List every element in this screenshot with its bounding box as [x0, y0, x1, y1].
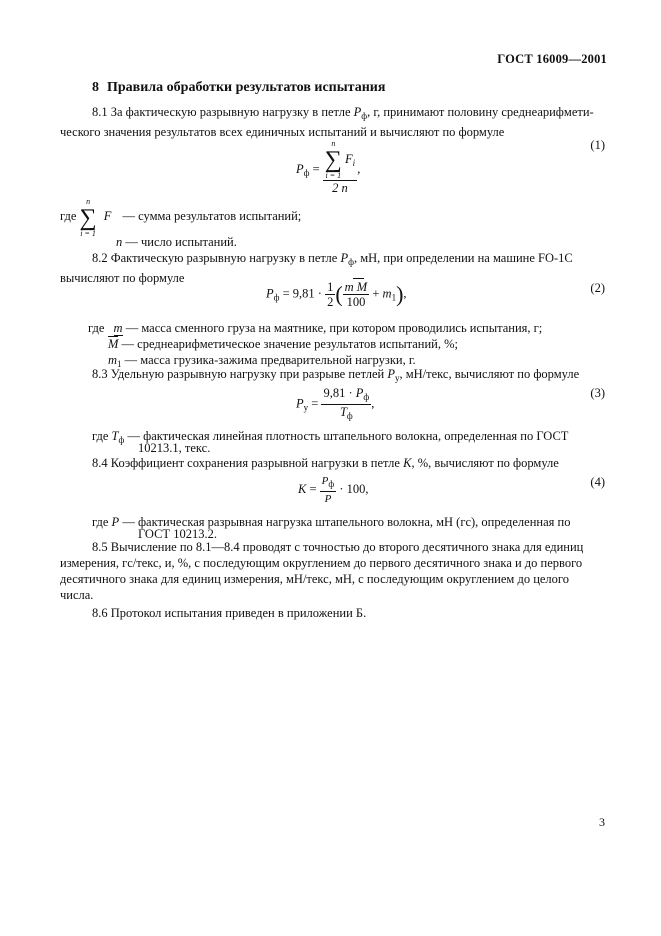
text: Удельную разрывную нагрузку при разрыве петлей: [110, 367, 385, 381]
text: измерения, гс/текс, и, %, с последующим округлением до первого десятичного знака и до первого: [60, 556, 583, 570]
numerator-symbol: P: [355, 386, 364, 400]
paragraph-8-5: [60, 539, 605, 603]
text: , %, вычисляют по формуле: [411, 456, 559, 470]
equation-number: (3): [590, 386, 605, 400]
where-lead: где: [60, 209, 77, 223]
fraction: [320, 474, 337, 506]
equation-number: (4): [590, 475, 605, 489]
denominator: [321, 405, 371, 423]
clause-number: 8.3: [92, 367, 108, 381]
symbol: P: [353, 105, 362, 119]
formula-lhs: K: [298, 481, 307, 496]
sum-sign: ∑: [324, 147, 342, 173]
formula-lhs: P: [296, 396, 304, 411]
document-code: ГОСТ 16009—2001: [497, 52, 607, 66]
right-paren: ): [396, 281, 404, 307]
formula-1: [296, 140, 360, 196]
symbol: P: [387, 367, 395, 381]
where-m: [88, 320, 542, 336]
clause-number: 8.4: [92, 456, 108, 470]
sum-upper: n: [331, 139, 336, 148]
symbol-subscript: y: [394, 373, 400, 383]
numerator: [321, 386, 371, 405]
numerator: 1: [327, 280, 334, 294]
clause-number: 8.6: [92, 606, 108, 620]
definition: — сумма результатов испытаний;: [122, 209, 302, 223]
text: Вычисление по 8.1—8.4 проводят с точностью до второго десятичного знака для единиц: [110, 540, 584, 554]
symbol: M: [108, 337, 119, 351]
numerator: [320, 474, 337, 492]
definition: — фактическая разрывная нагрузка штапельного волокна, мН (гс), определенная по: [122, 515, 571, 529]
numerator-text: m M: [344, 280, 368, 294]
numerator: [323, 140, 357, 181]
symbol: m: [108, 353, 118, 367]
where-sum: [60, 198, 301, 238]
numerator-subscript: ф: [363, 392, 370, 402]
formula-2: [266, 280, 407, 309]
symbol-subscript: 1: [117, 359, 122, 369]
sum-lower: i = 1: [325, 171, 342, 180]
where-T-cont: 10213.1, текс.: [138, 441, 211, 455]
symbol: K: [403, 456, 412, 470]
page-number: 3: [599, 815, 605, 829]
symbol: n: [116, 235, 123, 249]
definition: — число испытаний.: [125, 235, 237, 249]
where-M: [108, 336, 458, 352]
trailing-comma: ,: [403, 286, 407, 301]
denominator: 100: [346, 295, 366, 309]
equals-sign: =: [312, 162, 320, 176]
fraction: [323, 140, 357, 196]
symbol: P: [340, 251, 349, 265]
text: Фактическую разрывную нагрузку в петле: [110, 251, 338, 265]
coefficient: = 9,81 ·: [282, 286, 322, 301]
term: F: [103, 209, 112, 223]
equation-number: (1): [590, 138, 605, 152]
numerator-text: 9,81 ·: [323, 386, 353, 400]
text: вычисляют по формуле: [60, 271, 185, 285]
where-P-cont: ГОСТ 10213.2.: [138, 527, 217, 541]
definition: — фактическая линейная плотность штапельного волокна, определенная по ГОСТ: [127, 429, 569, 443]
paragraph-8-1: [60, 104, 605, 140]
symbol-subscript: ф: [118, 435, 125, 445]
where-lead: где: [88, 321, 105, 335]
formula-3: [296, 386, 374, 423]
numerator: [343, 280, 370, 295]
text: числа.: [60, 588, 94, 602]
section-heading: [92, 80, 385, 96]
m1-subscript: 1: [391, 292, 397, 303]
text: десятичного знака для единиц измерения, мН/текс, мН, с последующим округлением до целого: [60, 572, 569, 586]
paragraph-8-3: [92, 366, 579, 386]
sum-sign: ∑: [79, 205, 97, 231]
multiplier: · 100,: [339, 481, 369, 496]
section-title: Правила обработки результатов испытания: [107, 80, 386, 95]
text: , мН/текс, вычисляют по формуле: [399, 367, 580, 381]
text: Коэффициент сохранения разрывной нагрузки в петле: [110, 456, 400, 470]
symbol-subscript: ф: [348, 257, 354, 267]
symbol-subscript: ф: [361, 111, 368, 121]
equation-number: (2): [590, 281, 605, 295]
equals-sign: =: [309, 481, 317, 496]
denominator: P: [324, 493, 332, 505]
summation: [325, 140, 342, 180]
term-subscript: i: [352, 157, 356, 168]
text: За фактическую разрывную нагрузку в петле: [110, 105, 351, 119]
clause-number: 8.2: [92, 251, 108, 265]
trailing-comma: ,: [357, 162, 361, 176]
definition: — среднеарифметическое значение результатов испытаний, %;: [121, 337, 458, 351]
half-fraction: [325, 280, 335, 309]
equals-sign: =: [311, 396, 319, 411]
overline-bar: [353, 278, 364, 279]
where-lead: где: [92, 515, 109, 529]
symbol: T: [111, 429, 119, 443]
formula-lhs: P: [266, 286, 274, 301]
denominator: 2: [327, 295, 334, 309]
summation: [80, 198, 97, 238]
text: ческого значения результатов всех единичных испытаний и вычисляют по формуле: [60, 125, 505, 139]
text: , мН, при определении на машине FO-1C: [353, 251, 573, 265]
paragraph-8-6: [92, 605, 366, 621]
inner-fraction: [343, 280, 370, 309]
plus-sign: +: [372, 286, 380, 301]
denominator: 2 n: [332, 181, 348, 195]
term: F: [345, 151, 353, 166]
definition: — масса грузика-зажима предварительной нагрузки, г.: [124, 353, 416, 367]
text: , г, принимают половину среднеарифмети-: [367, 105, 594, 119]
section-number: 8: [92, 80, 99, 95]
trailing-comma: ,: [371, 396, 375, 411]
clause-number: 8.5: [92, 540, 108, 554]
left-paren: (: [335, 281, 343, 307]
sum-lower: i = 1: [80, 229, 96, 238]
definition: — масса сменного груза на маятнике, при котором проводились испытания, г;: [125, 321, 543, 335]
denominator-symbol: T: [339, 405, 347, 419]
denominator-subscript: ф: [346, 411, 353, 421]
numerator-subscript: ф: [328, 479, 335, 489]
formula-4: [298, 474, 369, 506]
sum-upper: n: [86, 197, 91, 206]
formula-lhs-subscript: ф: [303, 168, 310, 178]
where-n: [116, 234, 237, 250]
m1-symbol: m: [382, 286, 392, 301]
formula-lhs-subscript: y: [303, 402, 309, 413]
formula-lhs-subscript: ф: [273, 292, 280, 303]
symbol: m: [113, 321, 123, 335]
fraction: [321, 386, 371, 423]
paragraph-8-4: [92, 455, 559, 471]
numerator-symbol: P: [321, 475, 329, 487]
formula-lhs: P: [296, 162, 304, 176]
text: Протокол испытания приведен в приложении Б.: [110, 606, 367, 620]
symbol: P: [111, 515, 120, 529]
clause-number: 8.1: [92, 105, 108, 119]
where-lead: где: [92, 429, 109, 443]
